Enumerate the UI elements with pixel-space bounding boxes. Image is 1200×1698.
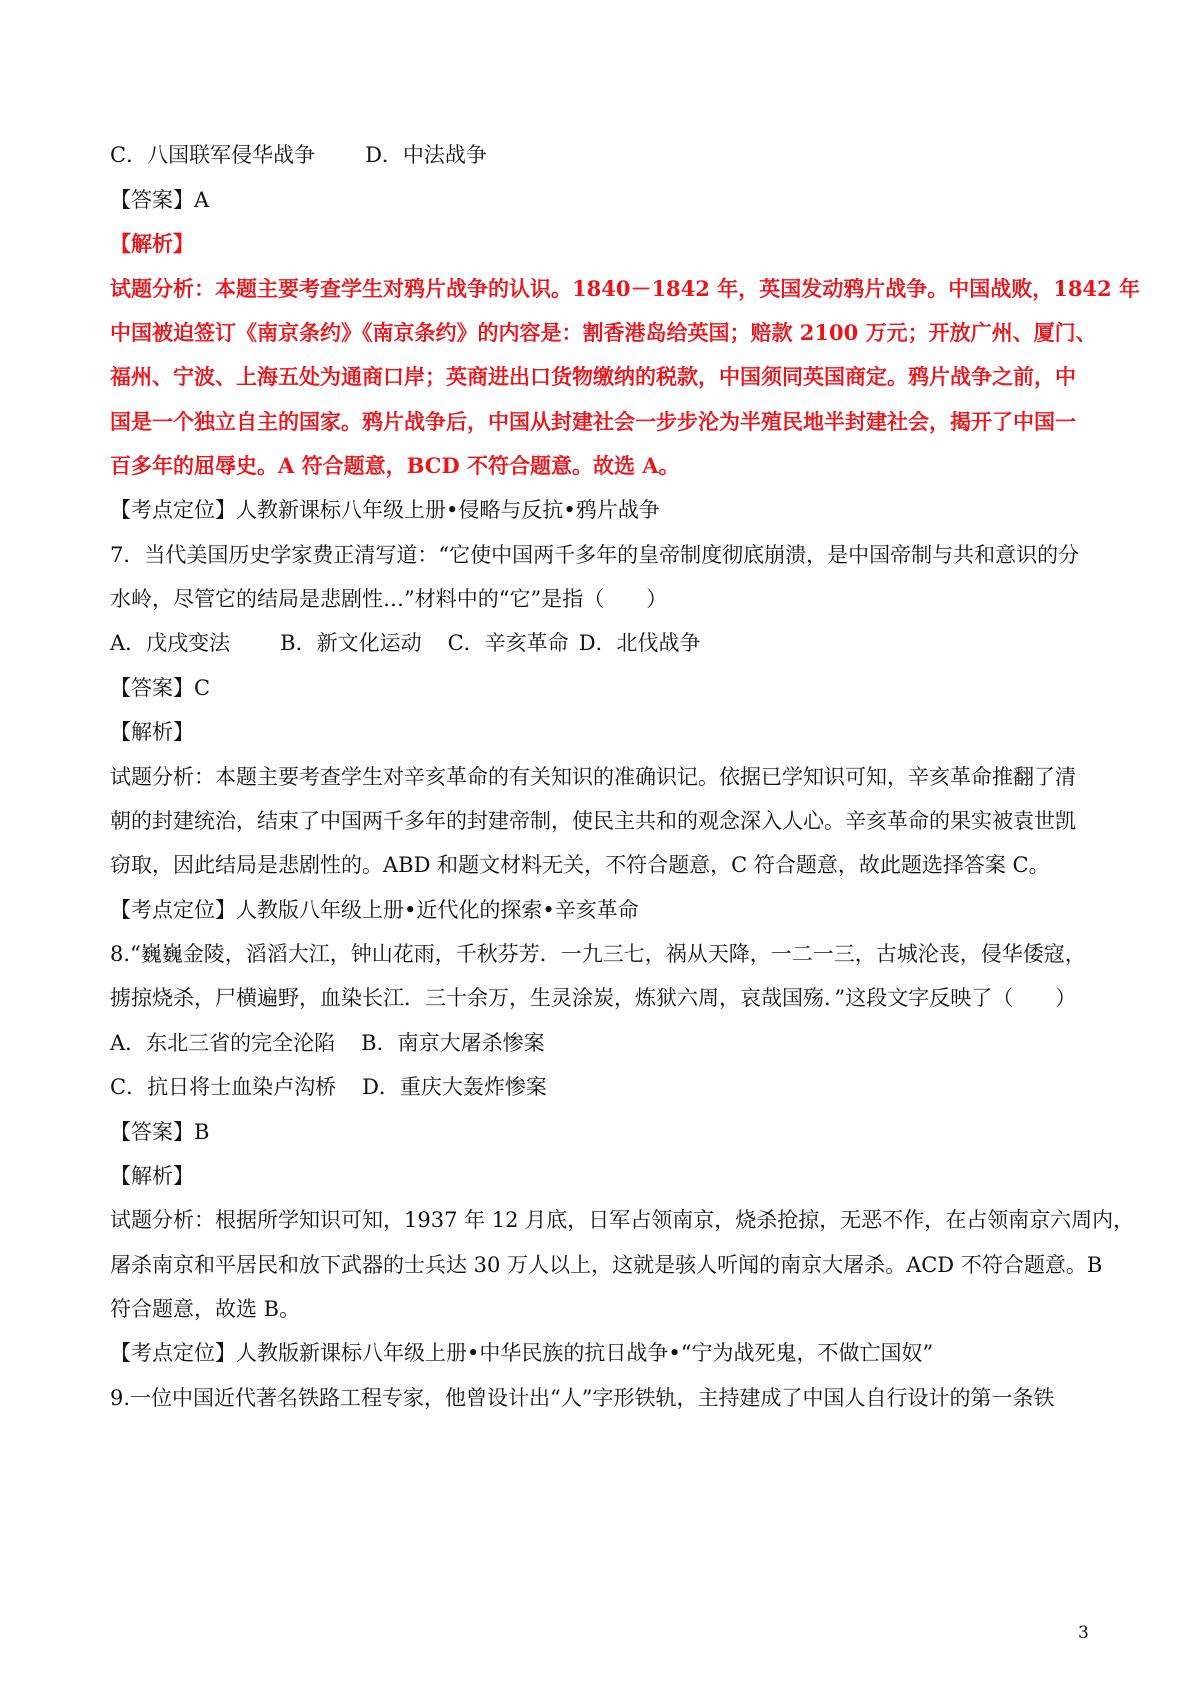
q7-stem-line: 水岭，尽管它的结局是悲剧性…”材料中的“它”是指（ ）: [110, 587, 668, 611]
q8-analysis-line: 符合题意，故选 B。: [110, 1297, 301, 1321]
q8-option-c: C．抗日将士血染卢沟桥: [110, 1075, 337, 1099]
q8-analysis-heading: 【解析】: [110, 1164, 194, 1188]
q6-knowledge-point: 【考点定位】人教新课标八年级上册•侵略与反抗•鸦片战争: [110, 498, 660, 522]
q6-analysis-heading: 【解析】: [110, 231, 194, 256]
q7-analysis-line: 试题分析：本题主要考查学生对辛亥革命的有关知识的准确识记。依据已学知识可知，辛亥革命推翻了清: [110, 765, 1076, 789]
q9-stem-line: 9.一位中国近代著名铁路工程专家，他曾设计出“人”字形铁轨，主持建成了中国人自行设计的第一条铁: [110, 1386, 1055, 1410]
q7-options: [110, 628, 1100, 658]
q8-analysis-line: 屠杀南京和平居民和放下武器的士兵达 30 万人以上，这就是骇人听闻的南京大屠杀。ACD 不符合题意。B: [110, 1253, 1103, 1277]
q8-stem-line: 掳掠烧杀，尸横遍野，血染长江．三十余万，生灵涂炭，炼狱六周，哀哉国殇．”这段文字反映了（ ）: [110, 986, 1077, 1010]
q8-option-a: A．东北三省的完全沦陷: [110, 1031, 336, 1055]
q6-analysis-line: 福州、宁波、上海五处为通商口岸；英商进出口货物缴纳的税款，中国须同英国商定。鸦片战争之前，中: [110, 364, 1076, 389]
q8-option-b: B．南京大屠杀惨案: [361, 1031, 545, 1055]
q7-option-b: B．新文化运动: [280, 631, 422, 655]
q8-options-cd: [110, 1072, 1100, 1102]
q8-options-ab: [110, 1028, 1100, 1058]
q6-analysis-line: 试题分析：本题主要考查学生对鸦片战争的认识。1840－1842 年，英国发动鸦片战争。中国战败，1842 年: [110, 276, 1140, 301]
q6-option-d: D．中法战争: [365, 143, 487, 167]
q7-stem-line: 7．当代美国历史学家费正清写道：“它使中国两千多年的皇帝制度彻底崩溃，是中国帝制与共和意识的分: [110, 543, 1080, 567]
q7-answer: 【答案】C: [110, 676, 211, 700]
q6-analysis-line: 中国被迫签订《南京条约》《南京条约》的内容是：割香港岛给英国；赔款 2100 万元；开放广州、厦门、: [110, 320, 1097, 345]
q6-analysis-line: 国是一个独立自主的国家。鸦片战争后，中国从封建社会一步步沦为半殖民地半封建社会，揭开了中国一: [110, 409, 1076, 434]
q6-options-cd: [110, 140, 1100, 170]
q6-answer: 【答案】A: [110, 188, 210, 212]
q8-analysis-line: 试题分析：根据所学知识可知，1937 年 12 月底，日军占领南京，烧杀抢掠，无恶不作，在占领南京六周内，: [110, 1208, 1135, 1232]
q8-option-d: D．重庆大轰炸惨案: [362, 1075, 547, 1099]
q7-knowledge-point: 【考点定位】人教版八年级上册•近代化的探索•辛亥革命: [110, 898, 639, 922]
q7-option-c: C．辛亥革命: [447, 631, 569, 655]
q7-analysis-line: 窃取，因此结局是悲剧性的。ABD 和题文材料无关，不符合题意，C 符合题意，故此题选择答案 C。: [110, 853, 1050, 877]
q7-option-a: A．戊戌变法: [110, 631, 231, 655]
page-number: 3: [1078, 1623, 1089, 1643]
q6-option-c: C．八国联军侵华战争: [110, 143, 316, 167]
q8-knowledge-point: 【考点定位】人教版新课标八年级上册•中华民族的抗日战争•“宁为战死鬼，不做亡国奴”: [110, 1341, 934, 1365]
q8-answer: 【答案】B: [110, 1120, 210, 1144]
q7-analysis-line: 朝的封建统治，结束了中国两千多年的封建帝制，使民主共和的观念深入人心。辛亥革命的果实被袁世凯: [110, 809, 1076, 833]
q7-analysis-heading: 【解析】: [110, 720, 194, 744]
q8-stem-line: 8.“巍巍金陵，滔滔大江，钟山花雨，千秋芬芳．一九三七，祸从天降，一二一三，古城沦丧，侵华倭寇，: [110, 942, 1086, 966]
q7-option-d: D．北伐战争: [578, 631, 701, 655]
q6-analysis-line: 百多年的屈辱史。A 符合题意，BCD 不符合题意。故选 A。: [110, 453, 680, 478]
